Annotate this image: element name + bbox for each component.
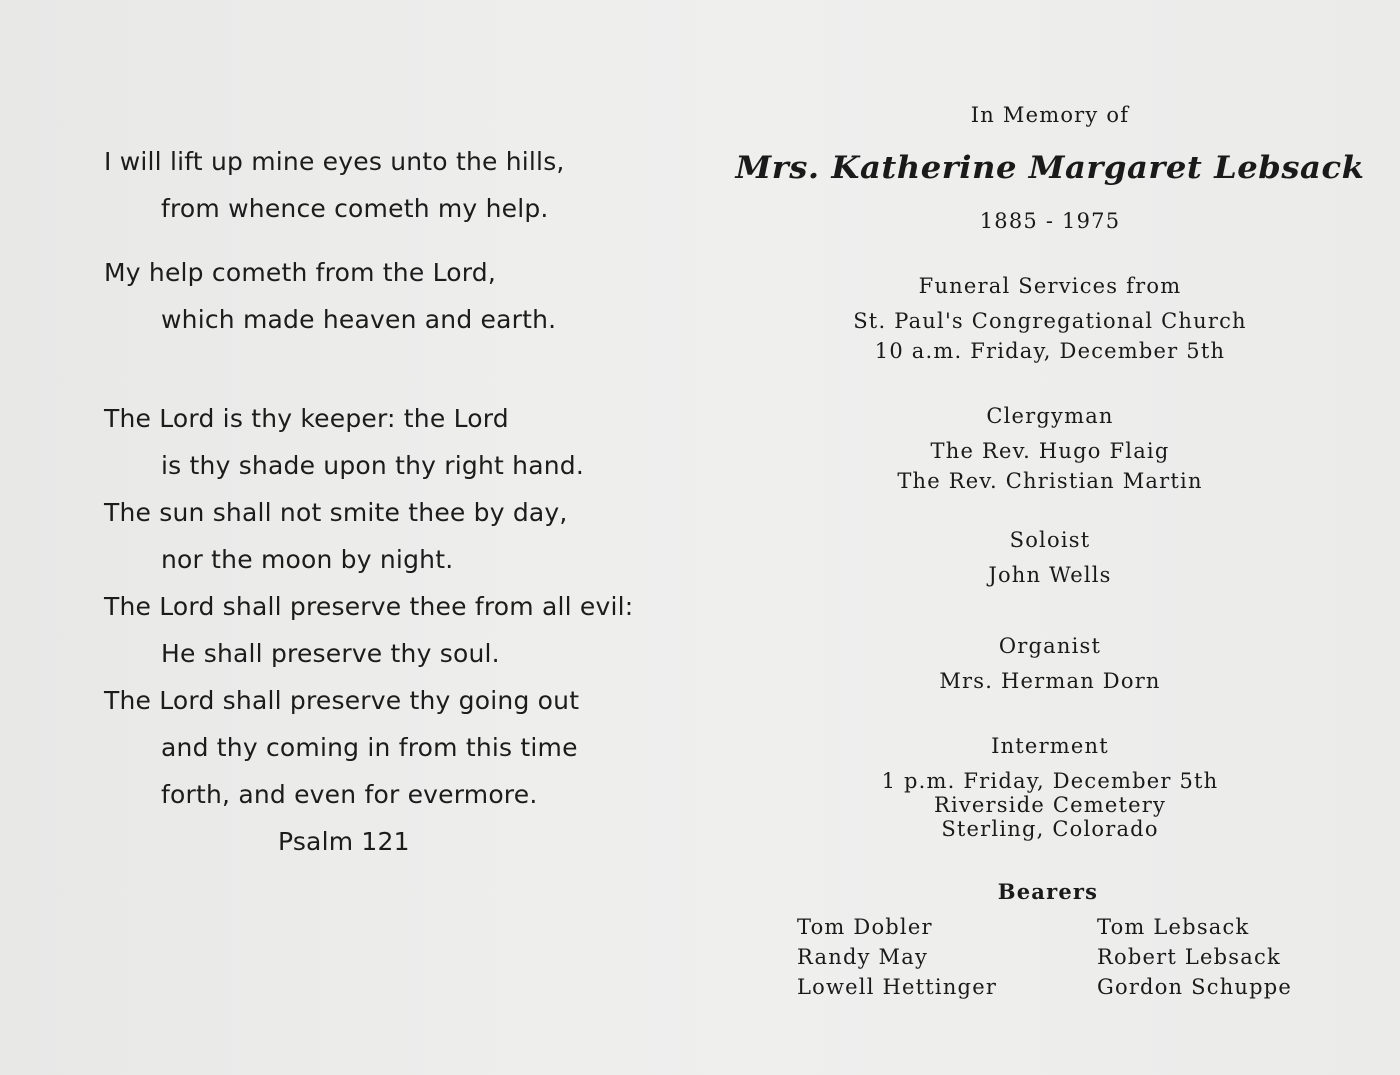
- deceased-name: Mrs. Katherine Margaret Lebsack: [735, 150, 1365, 186]
- church-name: St. Paul's Congregational Church: [853, 309, 1247, 333]
- life-years: 1885 - 1975: [979, 209, 1121, 233]
- bearer-name: Tom Dobler: [797, 915, 933, 939]
- psalm-line: The Lord shall preserve thee from all evil:: [104, 592, 634, 621]
- organist-name: Mrs. Herman Dorn: [939, 669, 1161, 693]
- clergyman-name: The Rev. Hugo Flaig: [930, 439, 1170, 463]
- bearer-name: Robert Lebsack: [1097, 945, 1281, 969]
- bearer-name: Tom Lebsack: [1097, 915, 1250, 939]
- psalm-line: nor the moon by night.: [161, 545, 454, 574]
- psalm-line: from whence cometh my help.: [161, 194, 549, 223]
- psalm-line: is thy shade upon thy right hand.: [161, 451, 584, 480]
- bearers-label: Bearers: [997, 879, 1099, 904]
- bearers-right-column: [1097, 912, 1292, 1002]
- interment-location: Sterling, Colorado: [941, 817, 1159, 841]
- service-panel: [700, 0, 1400, 1075]
- psalm-line: The Lord shall preserve thy going out: [104, 686, 580, 715]
- psalm-line: and thy coming in from this time: [161, 733, 578, 762]
- interment-label: Interment: [991, 734, 1109, 758]
- psalm-line: I will lift up mine eyes unto the hills,: [104, 147, 565, 176]
- services-label: Funeral Services from: [918, 274, 1182, 298]
- psalm-line: which made heaven and earth.: [161, 305, 557, 334]
- psalm-line: He shall preserve thy soul.: [161, 639, 500, 668]
- clergyman-label: Clergyman: [986, 404, 1114, 428]
- soloist-name: John Wells: [988, 563, 1112, 587]
- psalm-line: forth, and even for evermore.: [161, 780, 538, 809]
- bearer-name: Gordon Schuppe: [1097, 975, 1293, 999]
- bearer-name: Randy May: [797, 945, 929, 969]
- psalm-line: My help cometh from the Lord,: [104, 258, 497, 287]
- clergyman-name: The Rev. Christian Martin: [897, 469, 1203, 493]
- interment-cemetery: Riverside Cemetery: [933, 793, 1167, 817]
- memory-heading: In Memory of: [970, 103, 1130, 127]
- psalm-reference: Psalm 121: [278, 827, 410, 856]
- bearers-left-column: [797, 912, 997, 1002]
- organist-label: Organist: [998, 634, 1102, 658]
- psalm-line: The sun shall not smite thee by day,: [104, 498, 568, 527]
- interment-time: 1 p.m. Friday, December 5th: [881, 769, 1219, 793]
- bearer-name: Lowell Hettinger: [797, 975, 998, 999]
- psalm-line: The Lord is thy keeper: the Lord: [104, 404, 509, 433]
- soloist-label: Soloist: [1009, 528, 1091, 552]
- service-time: 10 a.m. Friday, December 5th: [874, 339, 1226, 363]
